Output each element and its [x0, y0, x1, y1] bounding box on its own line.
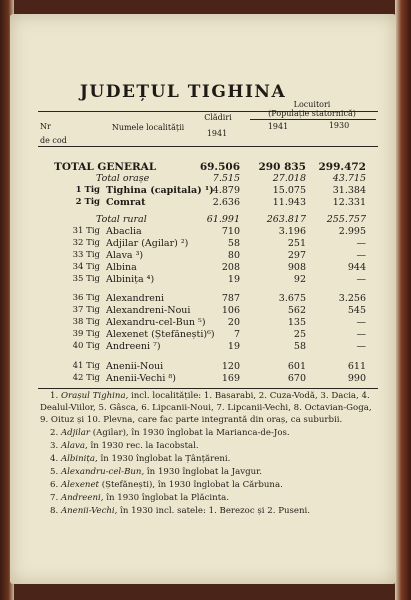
- row-loc-1941: 11.943: [272, 197, 306, 208]
- row-name: Alexandru-cel-Bun ⁵): [106, 317, 206, 328]
- table-row: [10, 274, 396, 287]
- row-name: Adjilar (Agilar) ²): [106, 238, 189, 249]
- row-loc-1930: 43.715: [332, 173, 366, 184]
- row-loc-1930: 31.384: [332, 185, 366, 196]
- row-loc-1930: 545: [347, 305, 366, 316]
- row-cladiri: 787: [221, 293, 240, 304]
- row-loc-1930: 611: [347, 361, 366, 372]
- row-cladiri: 208: [221, 262, 240, 273]
- footnote-4: 4. Albinița, în 1930 înglobat la Țânțăreni.: [50, 454, 231, 464]
- row-loc-1930: —: [356, 341, 366, 352]
- row-cladiri: 710: [221, 226, 240, 237]
- row-name: Comrat: [106, 197, 146, 208]
- header-name: Numele localității: [111, 123, 185, 132]
- row-name: Alexenet (Ștefănești)⁶): [106, 329, 215, 340]
- footnote-5: 5. Alexandru-cel-Bun, în 1930 înglobat la Javgur.: [50, 467, 263, 477]
- footnote-2: 2. Adjilar (Agilar), în 1930 înglobat la Marianca-de-Jos.: [50, 428, 290, 438]
- footnote-3: 3. Alava, în 1930 rec. la Iacobstal.: [50, 441, 199, 451]
- row-name: Albinița ⁴): [106, 274, 155, 285]
- header-nr: Nr: [40, 122, 51, 131]
- row-code: 36 Tig: [72, 293, 100, 303]
- row-loc-1941: 290 835: [258, 161, 306, 173]
- row-loc-1941: 58: [293, 341, 306, 352]
- table-row: [10, 197, 396, 210]
- header-locuitori: Locuitori: [293, 100, 331, 109]
- row-name: Anenii-Noui: [106, 361, 164, 372]
- row-name: Alexandreni: [106, 293, 165, 304]
- row-loc-1941: 135: [287, 317, 306, 328]
- row-loc-1930: —: [356, 329, 366, 340]
- row-loc-1941: 15.075: [272, 185, 306, 196]
- footnote-7: 7. Andreeni, în 1930 înglobat la Plăcinta.: [50, 493, 230, 503]
- row-cladiri: 4.879: [212, 185, 240, 196]
- row-loc-1941: 251: [287, 238, 306, 249]
- row-code: 37 Tig: [72, 305, 100, 315]
- row-name: Alava ³): [106, 250, 144, 261]
- row-loc-1941: 27.018: [272, 173, 306, 184]
- row-name: Albina: [106, 262, 137, 273]
- row-cladiri: 7.515: [212, 173, 240, 184]
- row-cladiri: 106: [221, 305, 240, 316]
- row-code: 33 Tig: [72, 250, 100, 260]
- row-cladiri: 19: [227, 341, 240, 352]
- row-loc-1941: 908: [287, 262, 306, 273]
- row-cladiri: 61.991: [206, 214, 240, 225]
- row-cladiri: 80: [227, 250, 240, 261]
- header-year-1941: 1941: [267, 122, 289, 131]
- row-code: 2 Tig: [75, 197, 100, 207]
- table-row: [10, 341, 396, 354]
- row-loc-1930: 12.331: [332, 197, 366, 208]
- row-name: Total orașe: [96, 173, 150, 184]
- footnotes: [40, 390, 376, 518]
- row-loc-1930: 299.472: [318, 161, 366, 173]
- row-code: 40 Tig: [72, 341, 100, 351]
- row-name: Tighina (capitala) ¹): [106, 185, 214, 196]
- row-cladiri: 169: [221, 373, 240, 384]
- row-code: 34 Tig: [72, 262, 100, 272]
- row-loc-1930: —: [356, 317, 366, 328]
- row-loc-1930: 990: [347, 373, 366, 384]
- row-loc-1941: 25: [293, 329, 306, 340]
- header-bottom-rule: [38, 146, 378, 147]
- row-code: 38 Tig: [72, 317, 100, 327]
- row-code: 32 Tig: [72, 238, 100, 248]
- row-cladiri: 69.506: [199, 161, 240, 173]
- row-cladiri: 2.636: [212, 197, 240, 208]
- row-name: Total rural: [96, 214, 147, 225]
- header-de-cod: de cod: [40, 136, 67, 145]
- row-code: 39 Tig: [72, 329, 100, 339]
- book-spine-right: [395, 0, 411, 600]
- row-loc-1941: 297: [287, 250, 306, 261]
- row-name: Alexandreni-Noui: [106, 305, 191, 316]
- row-cladiri: 120: [221, 361, 240, 372]
- row-loc-1941: 92: [293, 274, 306, 285]
- row-cladiri: 20: [227, 317, 240, 328]
- row-loc-1930: —: [356, 274, 366, 285]
- footnote-6: 6. Alexenet (Ștefănești), în 1930 înglobat la Cărbuna.: [50, 480, 283, 490]
- row-name: Andreeni ⁷): [106, 341, 161, 352]
- row-loc-1941: 263.817: [266, 214, 306, 225]
- row-code: 31 Tig: [72, 226, 100, 236]
- header-year-1930: 1930: [328, 121, 350, 130]
- row-loc-1941: 3.196: [278, 226, 306, 237]
- row-name: Anenii-Vechi ⁸): [106, 373, 176, 384]
- row-cladiri: 7: [233, 329, 240, 340]
- header-year-cladiri: 1941: [206, 129, 228, 138]
- row-loc-1930: 2.995: [338, 226, 366, 237]
- header-cladiri: Clădiri: [204, 113, 232, 122]
- row-code: 42 Tig: [72, 373, 100, 383]
- page-title: JUDEȚUL TIGHINA: [79, 82, 287, 102]
- row-loc-1930: —: [356, 238, 366, 249]
- footnote-8: 8. Anenii-Vechi, în 1930 incl. satele: 1. Berezoc și 2. Puseni.: [50, 506, 311, 516]
- row-loc-1930: —: [356, 250, 366, 261]
- row-name: Abaclia: [106, 226, 142, 237]
- row-loc-1941: 3.675: [278, 293, 306, 304]
- table-bottom-rule: [38, 388, 378, 389]
- row-code: 41 Tig: [72, 361, 100, 371]
- row-cladiri: 19: [227, 274, 240, 285]
- row-code: 1 Tig: [75, 185, 100, 195]
- row-loc-1930: 944: [347, 262, 366, 273]
- table-row: [10, 373, 396, 386]
- footnote-1: 1. Orașul Tighina, incl. localitățile: 1. Basarabi, 2. Cuza-Vodă, 3. Dacia, 4. Dealul-Viilor, 5. Gâsca, 6. Lipcanii-Noui, 7. Lipcanii-Vechi, 8. Octavian-Goga, 9. Oituz și 10. Plevna, care fac parte integrantă din oraș, ca suburbii.: [40, 391, 372, 425]
- header-populatie: (Populație statornică): [268, 109, 356, 118]
- row-code: 35 Tig: [72, 274, 100, 284]
- row-loc-1941: 562: [287, 305, 306, 316]
- header-sub-rule: [250, 119, 376, 120]
- book-page: [10, 14, 396, 584]
- row-cladiri: 58: [227, 238, 240, 249]
- row-name: TOTAL GENERAL: [54, 161, 157, 173]
- row-loc-1930: 255.757: [326, 214, 366, 225]
- row-loc-1941: 601: [287, 361, 306, 372]
- row-loc-1930: 3.256: [338, 293, 366, 304]
- row-loc-1941: 670: [287, 373, 306, 384]
